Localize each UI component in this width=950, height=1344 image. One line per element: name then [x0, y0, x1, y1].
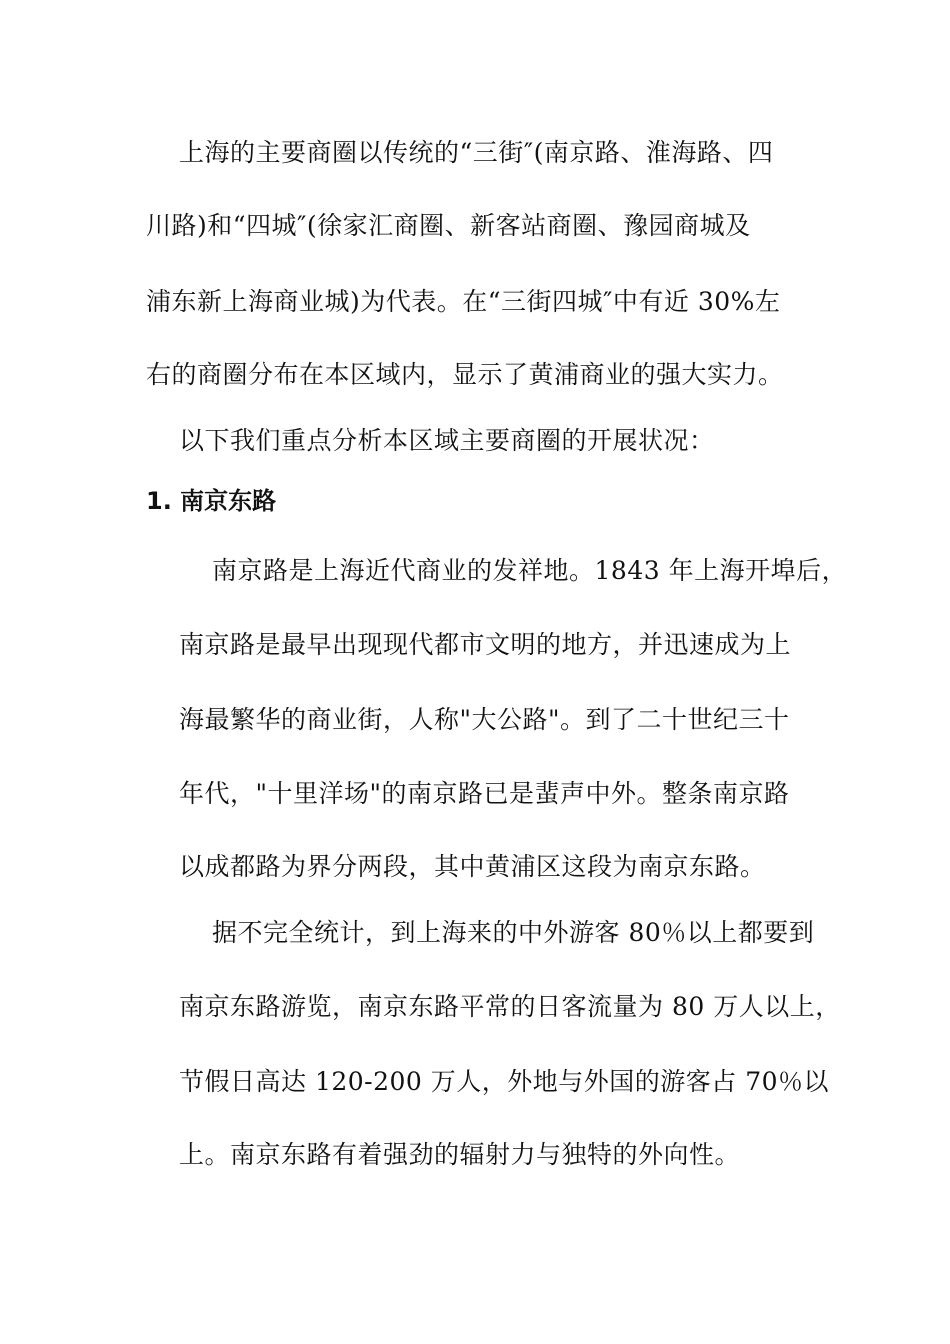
paragraph1-line-3: 浦东新上海商业城)为代表。在“三街四城″中有近 30%左	[146, 287, 781, 316]
paragraph3-line-5: 以成都路为界分两段，其中黄浦区这段为南京东路。	[179, 852, 766, 881]
paragraph4-line-1: 据不完全统计，到上海来的中外游客 80％以上都要到	[212, 918, 815, 947]
paragraph3-line-1: 南京路是上海近代商业的发祥地。1843 年上海开埠后，	[212, 556, 848, 585]
section-heading: 1. 南京东路	[146, 487, 277, 515]
paragraph4-line-2: 南京东路游览，南京东路平常的日客流量为 80 万人以上，	[179, 992, 841, 1021]
paragraph4-line-4: 上。南京东路有着强劲的辐射力与独特的外向性。	[179, 1140, 741, 1169]
paragraph3-line-2: 南京路是最早出现现代都市文明的地方，并迅速成为上	[179, 630, 792, 659]
paragraph2-line-1: 以下我们重点分析本区域主要商圈的开展状况：	[179, 426, 715, 455]
paragraph3-line-3: 海最繁华的商业街，人称"大公路"。到了二十世纪三十	[179, 705, 790, 734]
paragraph1-line-1: 上海的主要商圈以传统的“三街″(南京路、淮海路、四	[179, 138, 774, 167]
paragraph4-line-3: 节假日高达 120-200 万人，外地与外国的游客占 70％以	[179, 1067, 830, 1096]
paragraph1-line-4: 右的商圈分布在本区域内，显示了黄浦商业的强大实力。	[146, 360, 784, 389]
paragraph1-line-2: 川路)和“四城″(徐家汇商圈、新客站商圈、豫园商城及	[146, 211, 751, 240]
paragraph3-line-4: 年代，"十里洋场"的南京路已是蜚声中外。整条南京路	[179, 779, 790, 808]
